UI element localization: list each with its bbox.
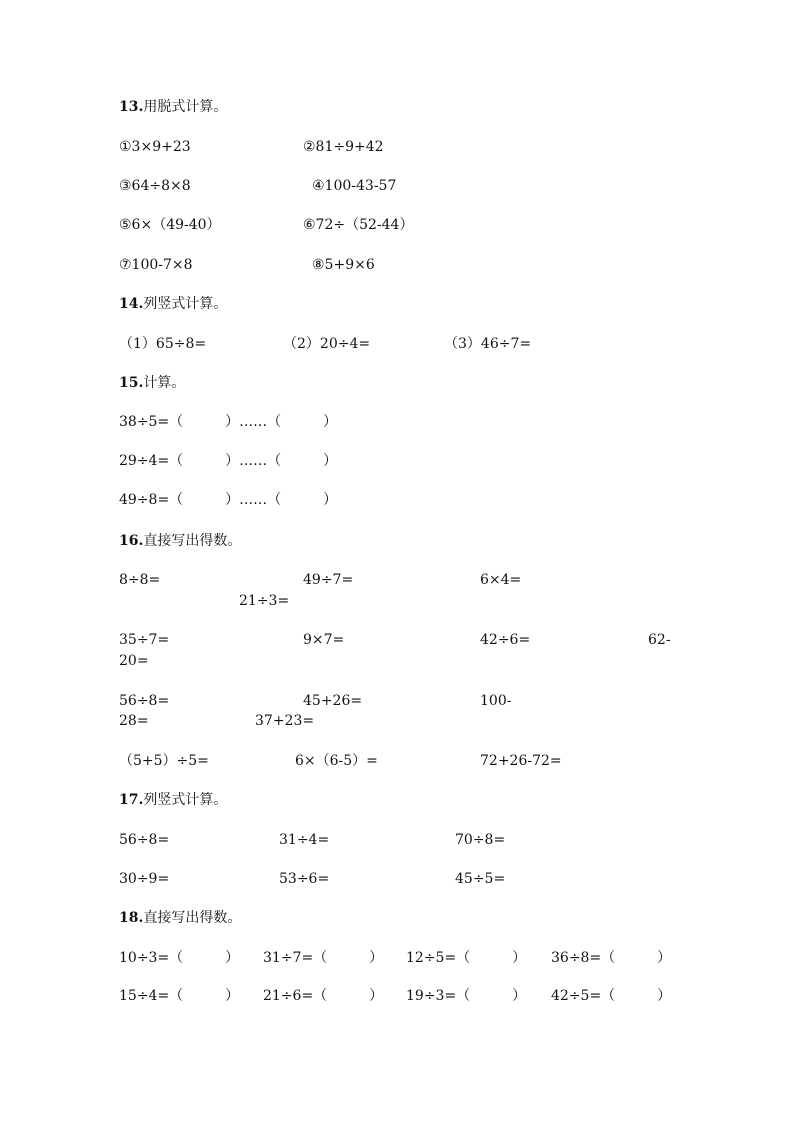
- q16-heading: [119, 532, 241, 550]
- q18-item-5: 15÷4=（ ）: [119, 988, 240, 1004]
- q18-heading: [119, 909, 241, 927]
- q17-item-4: 30÷9=: [119, 871, 170, 887]
- q16-item-12: 37+23=: [255, 713, 315, 729]
- q18-item-3: 12÷5=（ ）: [406, 950, 527, 966]
- q17-heading: [119, 791, 227, 809]
- q16-item-10: 45+26=: [303, 693, 363, 709]
- q16-item-13: （5+5）÷5=: [119, 753, 209, 769]
- q13-number: 13.: [119, 99, 144, 115]
- q16-item-5: 35÷7=: [119, 632, 170, 648]
- q13-item-5: ⑤6×（49-40）: [119, 217, 221, 233]
- q18-item-6: 21÷6=（ ）: [263, 988, 384, 1004]
- q13-item-2: ②81÷9+42: [303, 139, 384, 155]
- q14-item-1: （1）65÷8=: [119, 336, 207, 352]
- q15-item-1: 38÷5=（ ）……（ ）: [119, 414, 338, 430]
- q16-number: 16.: [119, 533, 144, 549]
- q16-title: 直接写出得数。: [143, 533, 242, 549]
- q16-item-3: 6×4=: [480, 572, 522, 588]
- q13-item-1: ①3×9+23: [119, 139, 191, 155]
- q14-title: 列竖式计算。: [143, 296, 228, 312]
- q18-item-2: 31÷7=（ ）: [263, 950, 384, 966]
- q16-item-4: 21÷3=: [239, 593, 290, 609]
- q17-title: 列竖式计算。: [143, 792, 228, 808]
- q13-item-4: ④100-43-57: [312, 178, 397, 194]
- q14-number: 14.: [119, 296, 144, 312]
- q17-number: 17.: [119, 792, 144, 808]
- q15-title: 计算。: [143, 375, 186, 391]
- q16-item-8a: 62-: [648, 632, 671, 648]
- q17-item-5: 53÷6=: [279, 871, 330, 887]
- q16-item-14: 6×（6-5）=: [295, 753, 378, 769]
- q15-item-3: 49÷8=（ ）……（ ）: [119, 492, 338, 508]
- q16-item-15: 72+26-72=: [480, 753, 562, 769]
- q15-number: 15.: [119, 375, 144, 391]
- q17-item-1: 56÷8=: [119, 832, 170, 848]
- q16-item-2: 49÷7=: [303, 572, 354, 588]
- q16-item-11a: 100-: [480, 693, 512, 709]
- q17-item-2: 31÷4=: [279, 832, 330, 848]
- q18-number: 18.: [119, 910, 144, 926]
- q14-item-3: （3）46÷7=: [444, 336, 532, 352]
- q13-title: 用脱式计算。: [143, 99, 228, 115]
- q16-item-11b: 28=: [119, 713, 149, 729]
- q15-heading: [119, 374, 185, 392]
- q15-item-2: 29÷4=（ ）……（ ）: [119, 453, 338, 469]
- q16-item-1: 8÷8=: [119, 572, 161, 588]
- q17-item-6: 45÷5=: [455, 871, 506, 887]
- q13-item-6: ⑥72÷（52-44）: [303, 217, 414, 233]
- q16-item-8b: 20=: [119, 653, 149, 669]
- q18-title: 直接写出得数。: [143, 910, 242, 926]
- q14-heading: [119, 295, 227, 313]
- q13-heading: [119, 98, 227, 116]
- q13-item-3: ③64÷8×8: [119, 178, 191, 194]
- q13-item-8: ⑧5+9×6: [312, 257, 375, 273]
- q16-item-7: 42÷6=: [480, 632, 531, 648]
- q14-item-2: （2）20÷4=: [283, 336, 371, 352]
- q17-item-3: 70÷8=: [455, 832, 506, 848]
- q18-item-7: 19÷3=（ ）: [406, 988, 527, 1004]
- q18-item-4: 36÷8=（ ）: [551, 950, 672, 966]
- q13-item-7: ⑦100-7×8: [119, 257, 193, 273]
- q16-item-9: 56÷8=: [119, 693, 170, 709]
- q18-item-1: 10÷3=（ ）: [119, 950, 240, 966]
- q18-item-8: 42÷5=（ ）: [551, 988, 672, 1004]
- q16-item-6: 9×7=: [303, 632, 345, 648]
